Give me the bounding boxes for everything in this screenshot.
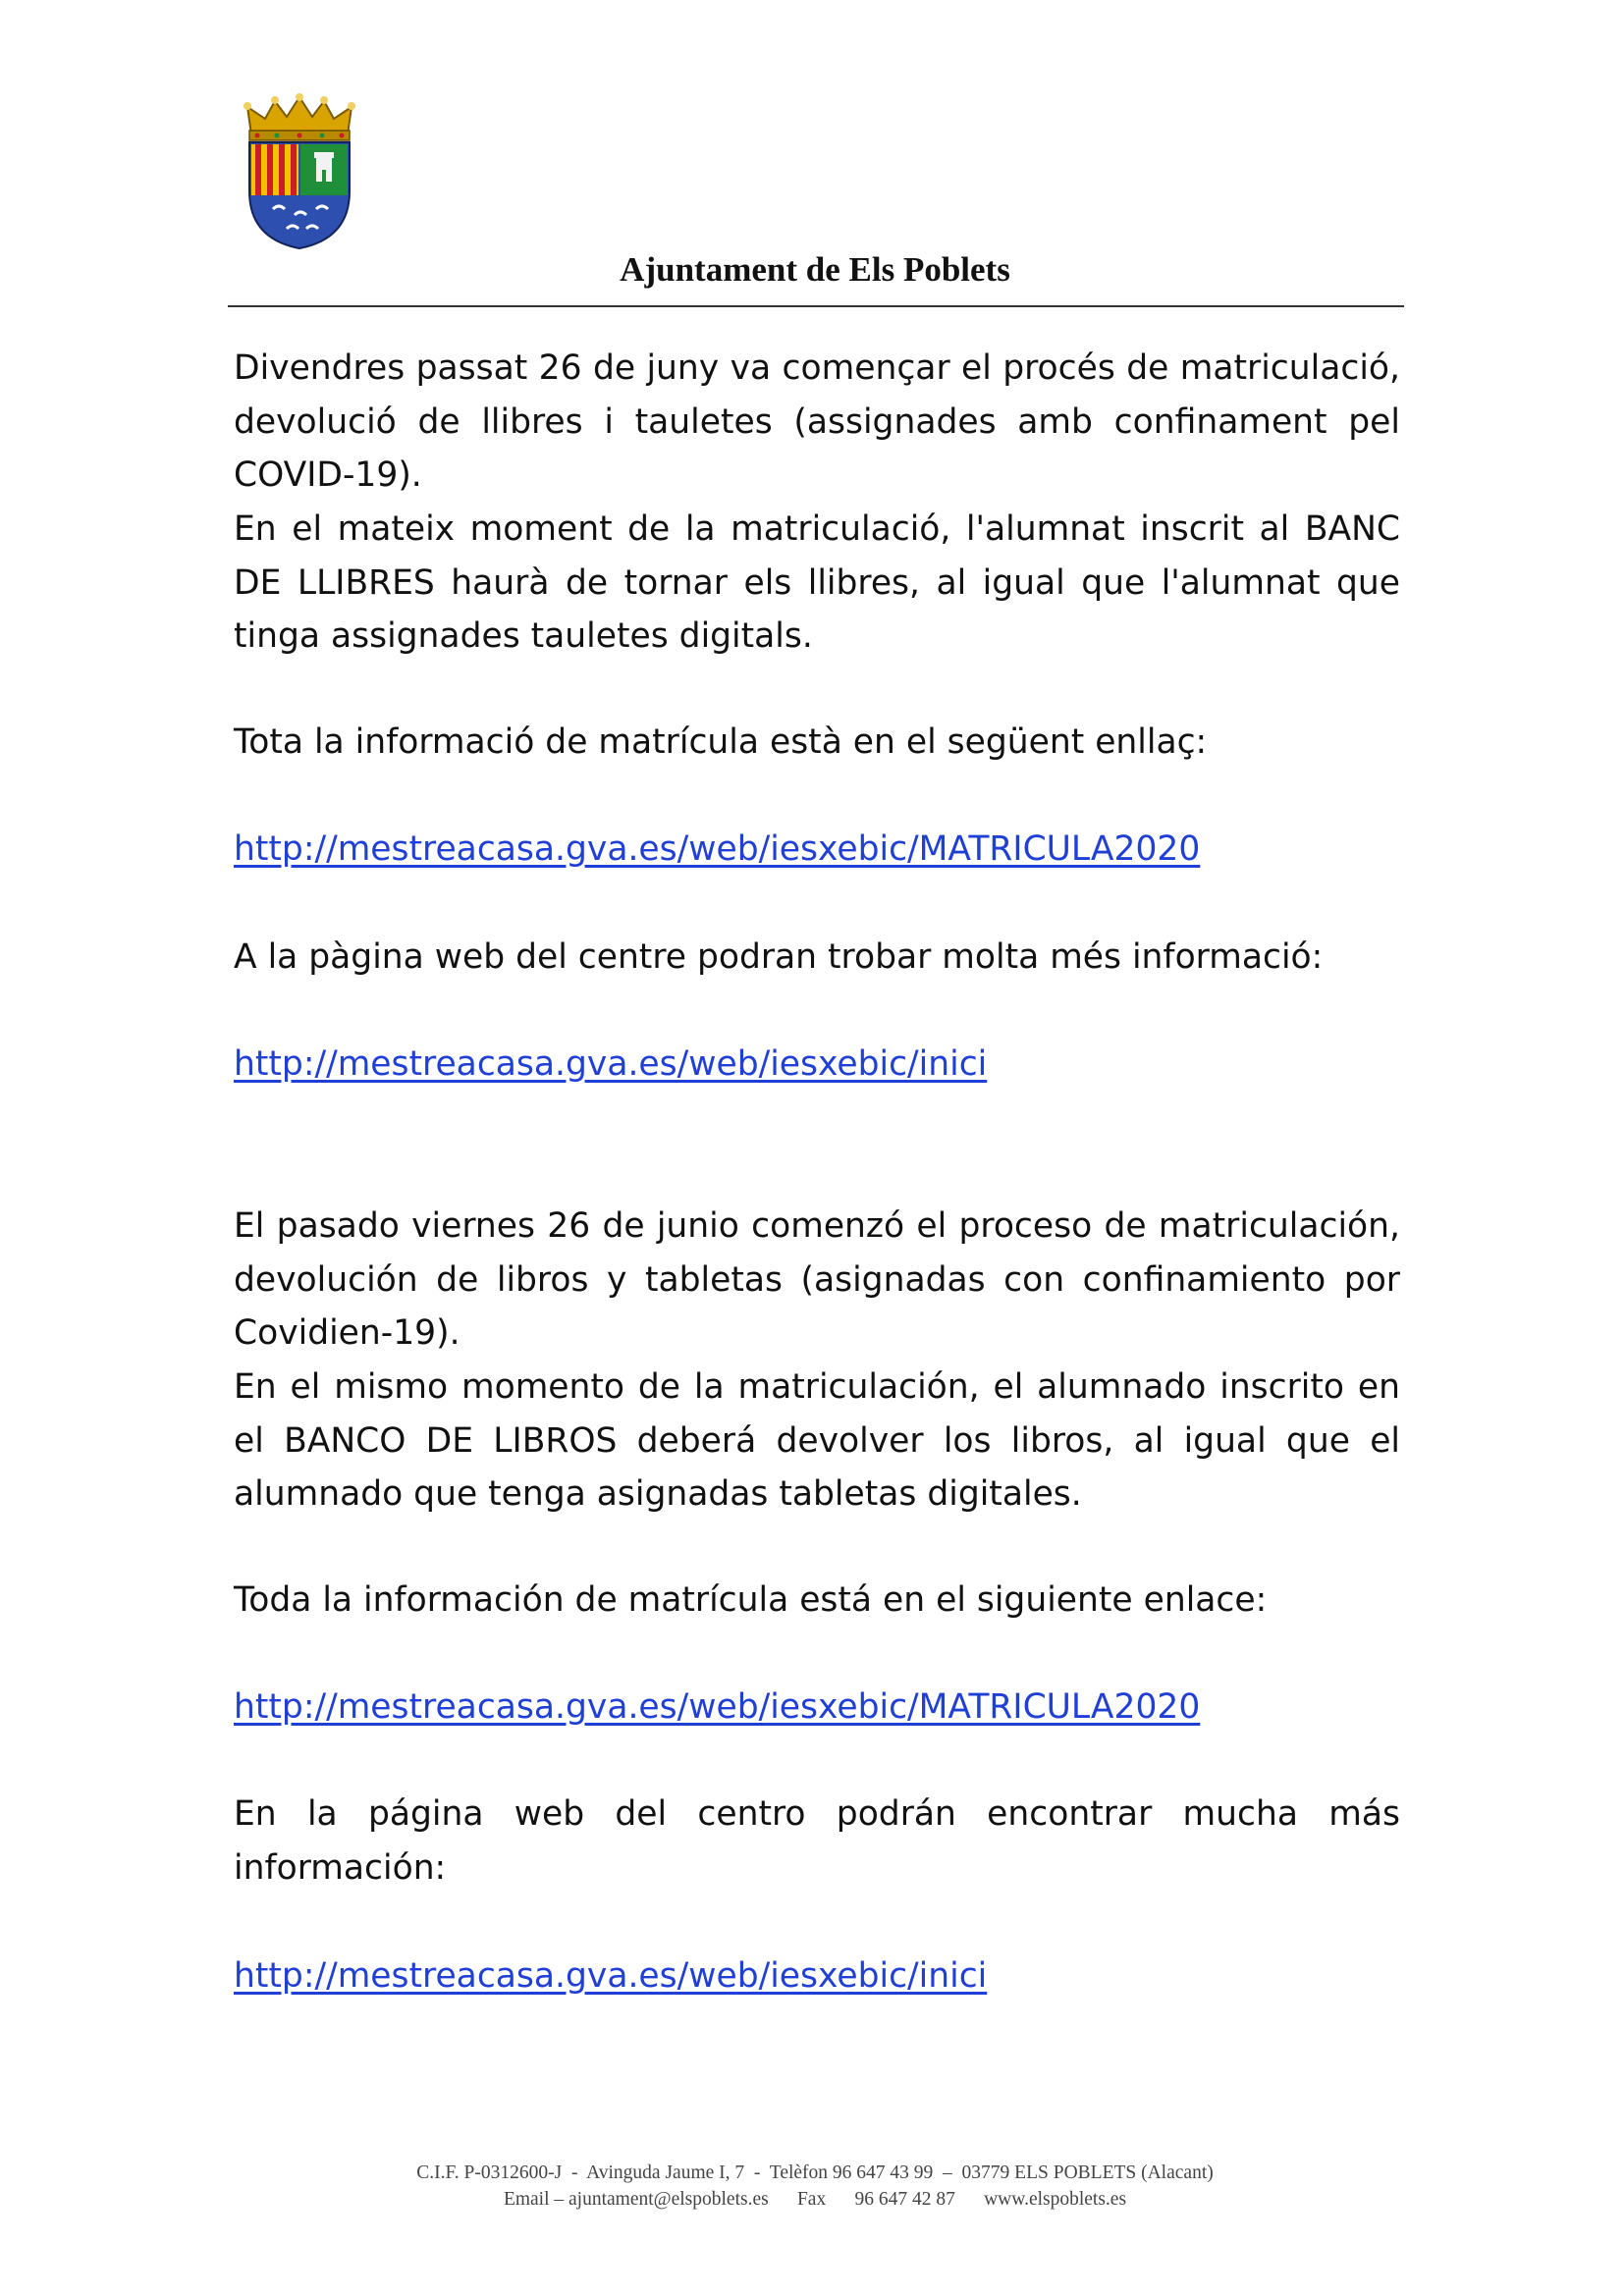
spanish-paragraph-1: El pasado viernes 26 de junio comenzó el proceso de matriculación, devolución de libros y tabletas (asignadas con confinamiento por Covidien-19). [234, 1206, 1400, 1353]
valencian-web-text: A la pàgina web del centre podran trobar molta més informació: [234, 937, 1324, 977]
valencian-link2-paragraph [234, 1038, 1400, 1092]
header-divider [228, 305, 1404, 307]
spanish-link-paragraph [234, 1681, 1400, 1735]
spanish-inici-link[interactable]: http://mestreacasa.gva.es/web/iesxebic/inici [234, 1956, 988, 1996]
shield-icon [249, 142, 350, 248]
page-footer [245, 2160, 1384, 2213]
footer-contact-line: Email – ajuntament@elspoblets.es Fax 96 647 42 87 www.elspoblets.es [503, 2189, 1127, 2210]
coat-of-arms-logo [238, 93, 361, 250]
footer-address-line: C.I.F. P-0312600-J - Avinguda Jaume I, 7 - Telèfon 96 647 43 99 – 03779 ELS POBLETS (Alacant) [416, 2163, 1214, 2183]
spanish-paragraph-2: En el mismo momento de la matriculación, el alumnado inscrito en el BANCO DE LIBROS deberá devolver los libros, al igual que el alumnado que tenga asignadas tabletas digitales. [234, 1367, 1400, 1514]
spanish-web-text: En la página web del centro podrán encontrar mucha más información: [234, 1794, 1400, 1888]
valencian-paragraph-1: Divendres passat 26 de juny va començar el procés de matriculació, devolució de llibres i tauletes (assignades amb confinament pel COVID-19). [234, 348, 1400, 495]
spanish-info-text: Toda la información de matrícula está en el siguiente enlace: [234, 1580, 1268, 1620]
organization-title: Ajuntament de Els Poblets [620, 250, 1010, 289]
crown-icon [244, 93, 355, 140]
valencian-matricula-link[interactable]: http://mestreacasa.gva.es/web/iesxebic/MATRICULA2020 [234, 829, 1201, 869]
valencian-link-paragraph [234, 823, 1400, 877]
spanish-link2-paragraph [234, 1949, 1400, 2003]
valencian-paragraph-2: En el mateix moment de la matriculació, l'alumnat inscrit al BANC DE LLIBRES haurà de tornar els llibres, al igual que l'alumnat que tinga assignades tauletes digitals. [234, 509, 1400, 656]
valencian-info-text: Tota la informació de matrícula està en el següent enllaç: [234, 722, 1208, 762]
spanish-matricula-link[interactable]: http://mestreacasa.gva.es/web/iesxebic/MATRICULA2020 [234, 1687, 1201, 1727]
valencian-inici-link[interactable]: http://mestreacasa.gva.es/web/iesxebic/inici [234, 1044, 988, 1084]
